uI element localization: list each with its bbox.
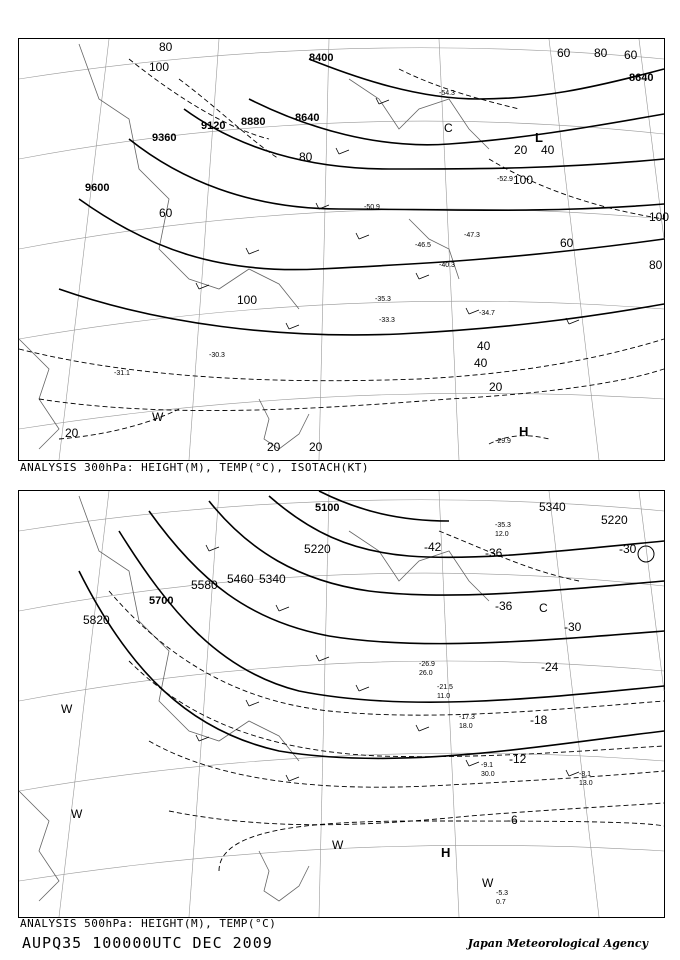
station-obs: 0.7	[496, 899, 506, 906]
high-center-label: H	[441, 845, 451, 860]
isotach-label: 80	[159, 40, 173, 54]
temp-obs: -33.3	[379, 317, 395, 324]
map-300hpa-panel	[18, 38, 670, 461]
station-obs: -17.3	[459, 714, 475, 721]
height-label-5220: 5220	[304, 542, 331, 556]
height-label-5100: 5100	[315, 502, 340, 514]
isotach-label: 20	[309, 440, 323, 454]
station-obs: 11.0	[437, 693, 451, 700]
temp-obs: -29.9	[495, 438, 511, 445]
height-label-5580: 5580	[191, 578, 218, 592]
isotach-label: 60	[159, 206, 173, 220]
temp-obs: -46.5	[415, 242, 431, 249]
isotach-label: 20	[514, 143, 528, 157]
isotach-label: 40	[474, 356, 488, 370]
height-label-5340-east: 5340	[539, 500, 566, 514]
isotherm-label: -36	[495, 599, 513, 613]
station-obs: -8.1	[579, 771, 592, 778]
warm-center-label: W	[61, 702, 73, 716]
temp-obs: -52.9	[497, 176, 513, 183]
caption-300hpa: ANALYSIS 300hPa: HEIGHT(M), TEMP(°C), ISOTACH(KT)	[20, 461, 370, 474]
isotherm-label: -30	[619, 542, 637, 556]
height-label-9360: 9360	[152, 132, 177, 144]
isotherm-label: -36	[485, 546, 503, 560]
height-label-5820: 5820	[83, 613, 110, 627]
station-obs: 18.0	[459, 723, 473, 730]
isotach-label: 60	[557, 46, 571, 60]
map-500hpa-panel	[18, 490, 665, 918]
height-label-8640: 8640	[295, 112, 320, 124]
temp-obs: -50.9	[364, 204, 380, 211]
height-label-9600: 9600	[85, 182, 110, 194]
station-obs: 13.0	[579, 780, 593, 787]
isotach-label: 60	[624, 48, 638, 62]
isotherm-label: -42	[424, 540, 442, 554]
station-obs: 30.0	[481, 771, 495, 778]
station-obs: -35.3	[495, 522, 511, 529]
isotach-label: 20	[65, 426, 79, 440]
station-obs: -9.1	[481, 762, 494, 769]
product-id: AUPQ35 100000UTC DEC 2009	[22, 934, 273, 952]
warm-center-label: W	[482, 876, 494, 890]
cold-center-label: C	[444, 121, 453, 135]
isotach-label: 20	[489, 380, 503, 394]
isotach-label: 20	[267, 440, 281, 454]
temp-obs: -47.3	[464, 232, 480, 239]
isotach-label: 40	[477, 339, 491, 353]
station-obs: 26.0	[419, 670, 433, 677]
isotherm-label: -18	[530, 713, 548, 727]
warm-center-label: W	[71, 807, 83, 821]
agency-name: Japan Meteorological Agency	[467, 937, 648, 950]
temp-obs: -31.1	[114, 370, 130, 377]
station-obs: 12.0	[495, 531, 509, 538]
station-obs: -5.3	[496, 890, 509, 897]
warm-center-label: W	[152, 410, 164, 424]
height-label-8880: 8880	[241, 116, 266, 128]
isotherm-label: -12	[509, 752, 527, 766]
isotherm-label: -30	[564, 620, 582, 634]
height-label-5700: 5700	[149, 595, 174, 607]
height-label-5220-east: 5220	[601, 513, 628, 527]
isotach-label: 80	[299, 150, 313, 164]
map-300hpa-svg	[19, 39, 670, 460]
isotach-label: 60	[560, 236, 574, 250]
warm-center-label: W	[332, 838, 344, 852]
height-label-8400: 8400	[309, 52, 334, 64]
isotach-label: 100	[649, 210, 670, 224]
station-obs: -21.5	[437, 684, 453, 691]
isotach-label: 100	[513, 173, 534, 187]
height-label-5340: 5340	[259, 572, 286, 586]
temp-obs: -30.3	[209, 352, 225, 359]
isotach-label: 40	[541, 143, 555, 157]
isotach-label: 80	[594, 46, 608, 60]
caption-500hpa: ANALYSIS 500hPa: HEIGHT(M), TEMP(°C)	[20, 917, 277, 930]
height-label-8640-east: 8640	[629, 72, 654, 84]
height-label-5460: 5460	[227, 572, 254, 586]
map-500hpa-svg	[19, 491, 664, 917]
height-label-9120: 9120	[201, 120, 226, 132]
isotherm-label: -24	[541, 660, 559, 674]
station-obs: -26.9	[419, 661, 435, 668]
temp-obs: -34.7	[479, 310, 495, 317]
low-center-label: L	[535, 130, 543, 145]
isotherm-label: -6	[507, 813, 518, 827]
cold-center-label: C	[539, 601, 548, 615]
temp-obs: -40.3	[439, 262, 455, 269]
temp-obs: -54.3	[439, 90, 455, 97]
high-center-label: H	[519, 424, 529, 439]
isotach-label: 100	[237, 293, 258, 307]
isotach-label: 100	[149, 60, 170, 74]
graticule	[19, 491, 664, 917]
temp-obs: -35.3	[375, 296, 391, 303]
isotach-label: 80	[649, 258, 663, 272]
